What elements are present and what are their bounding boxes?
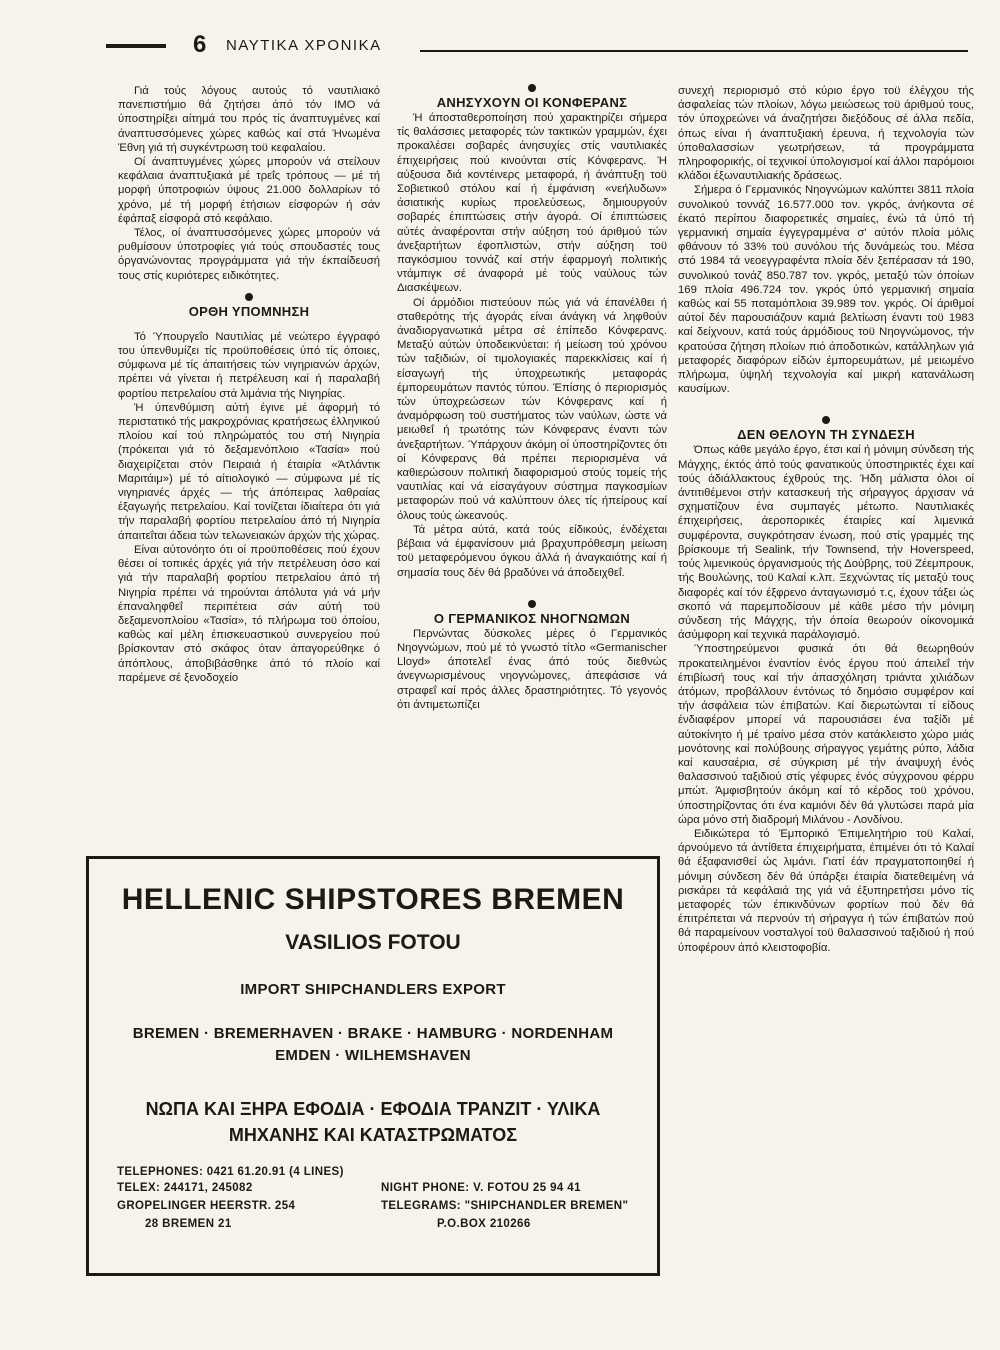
article-column-3: [678, 84, 974, 1274]
ad-telephones: TELEPHONES: 0421 61.20.91 (4 LINES): [117, 1166, 344, 1178]
advertisement-box: [86, 856, 660, 1276]
section-heading-anisyxoun: ΑΝΗΣΥΧΟΥΝ ΟΙ ΚΟΝΦΕΡΑΝΣ: [436, 95, 628, 110]
section-heading-orthi-ypomnisi: ΟΡΘΗ ΥΠΟΜΝΗΣΗ: [188, 303, 310, 319]
article-paragraph: Σήμερα ό Γερμανικός Νηογνώμων καλύπτει 3811 πλοία συνολικού τοννάζ 16.577.000 τον. γκρός, άνήκοντα σέ έκατό περίπου διαφορετικές σημαίες, ένώ τά ύπό τή γερμανική σημαία έγγεγραμμένα σ' αύτόν πλοία μόλις φθάνουν τό 33% τοϋ συνόλου τής δυνάμεώς του. Μέσα στό 1984 τά νεοεγγραφέντα πλοία δέν ξεπέρασαν τά 190, συνολικού τονάζ 850.787 τον. γκρός, μεταξύ τών όποίων 169 πλοία 496.724 τον. γκρός ύπό γερμανική σημαία καθώς καί 55 ποταμόπλοια 39.989 τον. γκρός. Οί άριθμοί αύτοί δέν παρουσιάζουν καμιά βελτίωση έναντι τοϋ 1983 καί δείχνουν, κατά τούς άρμόδιους τοϋ Νηογνώμονος, τήν κρατούσα ζήτηση πλοίων πιό άποδοτικών, κατάλληλων γιά μεταφορές διαφόρων είδών έμπορευμάτων, μέ μειωμένο πλήρωμα, ύψηλή τεχνολογία καί μικρή κατανάλωση καυσίμων.: [678, 184, 974, 396]
article-paragraph: Τά μέτρα αύτά, κατά τούς είδικούς, ένδέχεται βέβαια νά έμφανίσουν μιά βραχυπρόθεσμη μείωση τοϋ μεταφερόμενου όγκου άλλά ή άναγκαιότης καί ή σημασία τους δέν θά βραδύνει νά άποδειχθεΐ.: [397, 523, 667, 579]
ad-night-phone: NIGHT PHONE: V. FOTOU 25 94 41: [381, 1182, 581, 1194]
header-rule-right: [420, 50, 968, 52]
header-rule-left: [106, 44, 166, 48]
section-heading-germanikos: Ο ΓΕΡΜΑΝΙΚΟΣ ΝΗΟΓΝΩΜΩΝ: [433, 610, 631, 626]
ad-city: 28 BREMEN 21: [145, 1218, 232, 1230]
article-paragraph: Ειδικώτερα τό Έμπορικό Έπιμελητήριο τοϋ Καλαί, άρνούμενο τά άντίθετα έπιχειρήματα, έπιμένει ότι τό Καλαί θά έξαφανισθεί ώς λιμάνι. Γιατί έάν πραγματοποιηθεί ή μόνιμη σύνδεση δέν θά ύπάρξει έταιρία διατεθειμένη νά ρισκάρει τά κεφάλαιά της γιά νά έξυπηρετήσει μόνο τίς μεταφορές τών έπικινδύνων φορτίων πού δέν θά έπιτρέπεται νά περνούν τή σήραγγα ή τών έπιβατών πού θά παραμείνουν νοσταλγοί τοϋ θαλασσινού ταξιδιού ή πού ύποφέρουν άπό κλειστοφοβία.: [678, 827, 974, 954]
article-paragraph: συνεχή περιορισμό στό κύριο έργο τοϋ έλέγχου τής άσφαλείας τών πλοίων, λόγω μειώσεως τοϋ άριθμού τους, τόν ύποχρεώνει νά άναζητήσει διεξόδους σέ άλλα πεδία, όπως είναι ή άναπτυξιακή έρευνα, ή τεχνολογία τών ύποθαλασσίων γεωτρήσεων, τά προγράμματα πληροφορικής, οί τεχνικοί ύπολογισμοί καί άλλοι παρόμοιοι κλάδοι έξωναυτιλιακής δράσεως.: [678, 85, 974, 183]
ad-ports-line: EMDEN · WILHEMSHAVEN: [275, 1047, 471, 1064]
bullet-dot: [822, 416, 830, 424]
ad-telex: TELEX: 244171, 245082: [117, 1182, 253, 1194]
ad-street: GROPELINGER HEERSTR. 254: [117, 1200, 296, 1212]
article-column-1: [118, 84, 380, 840]
article-paragraph: Οί άρμόδιοι πιστεύουν πώς γιά νά έπανέλθει ή σταθερότης τής άγοράς είναι άνάγκη νά ληφθούν άναδιοργανωτικά μέτρα σέ έπίπεδο Κόνφερανς. Μεταξύ αύτών ύποδεικνύεται: ή μείωση τού χρόνου τών ταξιδιών, οί τιμολογιακές παρεκκλίσεις καί ή είσαγωγή τής ύποχρεωτικής μεταφοράς έμπορευμάτων παντός τύπου. Έπίσης ό περιορισμός τών ύποχρεώσεων τών Κόνφερανς καί ή άναμόρφωση τοϋ συστήματος τών ναύλων, ώστε νά μειωθεΐ ή τρωτότης τών Κόνφερανς έναντι τών άνεξαρτήτων. Ύπάρχουν άκόμη οί ύποστηρίζοντες ότι οί Κόνφερανς θά πρέπει περιορισμένα νά καθιερώσουν πολιτική διαφορισμού στούς τομείς τής ναυτιλίας καί νά είσαγάγουν σύστημα παγκοσμίων μεταφορών πού νά καλύπτουν όλες τίς ήπείρους καί όλους τούς ώκεανούς.: [397, 296, 667, 522]
article-paragraph: Περνώντας δύσκολες μέρες ό Γερμανικός Νηογνώμων, πού μέ τό γνωστό τίτλο «Germanischer Lloyd» άποτελεΐ ένας άπό τούς διεθνώς άνεγνωρισμένους νηογνώμονες, άπεφάσισε νά στραφεΐ καί πρός άλλες δραστηριότητες. Τό γεγονός ότι άντιμετωπίζει: [397, 627, 667, 711]
ad-telegrams: TELEGRAMS: "SHIPCHANDLER BREMEN": [381, 1200, 629, 1212]
publication-title: ΝΑΥΤΙΚΑ ΧΡΟΝΙΚΑ: [226, 37, 382, 54]
page-number: 6: [193, 31, 207, 58]
ad-ports-line: BREMEN · BREMERHAVEN · BRAKE · HAMBURG · NORDENHAM: [132, 1025, 614, 1042]
ad-title: HELLENIC SHIPSTORES BREMEN: [121, 883, 625, 916]
article-paragraph: Ή άποσταθεροποίηση πού χαρακτηρίζει σήμερα τίς θαλάσσιες μεταφορές τών τακτικών γραμμών, έχει προκαλέσει σοβαρές άνησυχίες στίς ναυτιλιακές έπιχειρήσεις πού κινούνται στίς Κόνφερανς. Ή αύξουσα διά κοντέινερς μεταφορά, ή άνάπτυξη τοϋ Σοβιετικοΰ στόλου καί ή έμφάνιση «νεήλυδων» άσιατικής κυρίως προελεύσεως, δημιουργούν σοβαρές έπιπτώσεις στήν άγορά. Οί έπιπτώσεις αύτές άναφέρονται στήν αύξηση τού άριθμού τών άνεξαρτήτων έφοπλιστών, στήν αύξηση τοϋ παγκόσμιου τοννάζ καί στήν έφαρμογή πολιτικής ντάμπιγκ σέ άναφορά μέ τούς ναύλους τών Διασκέψεων.: [397, 112, 667, 295]
article-paragraph: Οί άναπτυγμένες χώρες μπορούν νά στείλουν κεφάλαια άναπτυξιακά μέ τρεΐς τρόπους — μέ τή μορφή ύποτροφιών ύψους 21.000 δολλαρίων τό χρόνο, μέ τή μορφή έτήσιων είσφορών ή σάν έφάπαξ είσφορά στό κεφάλαιο.: [118, 156, 380, 225]
ad-tagline: IMPORT SHIPCHANDLERS EXPORT: [240, 981, 506, 998]
bullet-dot: [245, 293, 253, 301]
ad-po-box: P.O.BOX 210266: [437, 1218, 531, 1230]
article-paragraph: Ή ύπενθύμιση αύτή έγινε μέ άφορμή τό περιστατικό τής μακροχρόνιας κρατήσεως έλληνικού πλοίου καί τού πληρώματός του στή Νιγηρία (πρόκειται γιά τό δεξαμενόπλοιο «Τασία» πού διαχειρίζεται στόν Πειραιά ή έταιρία «Άτλάντικ Μαριτάιμ») μέ τό αίτιολογικό — σύμφωνα μέ τίς νιγηριανές άρχές — τής άπόπειρας λαθραίας έξαγωγής πετρελαίου. Καί τονίζεται ίδιαίτερα ότι γιά τήν παραλαβή φορτίου πετρελαίου άπό τή Νιγηρία άπαιτεΐται άδεια τών τελωνειακών άρχών τής χώρας.: [118, 401, 380, 542]
article-paragraph: Ύποστηρεύμενοι φυσικά ότι θά θεωρηθούν προκατειλημένοι έναντίον ένός έργου πού άπειλεΐ τήν έπιβίωσή τους καί τήν άπασχόληση τριάντα χιλιάδων άτόμων, προβάλλουν έντόνως τό δημόσιο συμφέρον καί τήν άσφάλεια τών έπιβατών. Καί διερωτώνται τί είδους ένδιαφέρον μπορεί νά παρουσιάσει ένα ταξίδι μέ αύτοκίνητο ή μέ τραίνο μέσα στόν κατάκλειστο χώρο μιάς μονότονης καί πολύβουης σήραγγος γεμάτης ρύπο, λάδια καί καυσαέρια, σέ σύγκριση μέ τήν άναψυχή ένός θαλασσινού ταξιδιού στίς γέφυρες ένός σύγχρονου φέρρυ μπώτ. Άμφισβητούν άκόμη καί τό κέρδος τοϋ χρόνου, ύποστηρίζοντας ότι ένα καμιόνι δέν θά γλυτώσει παρά μία ώρα μόνο στή διαδρομή Μιλάνου - Λονδίνου.: [678, 643, 974, 826]
ad-subtitle: VASILIOS FOTOU: [285, 931, 461, 954]
article-paragraph: Είναι αύτονόητο ότι οί προϋποθέσεις πού έχουν θέσει οί τοπικές άρχές γιά τήν πετρέλευση όσο καί γιά τήν παραλαβή φορτίου πετρελαίου άπό τή Νιγηρία πρέπει νά τηρούνται άπόλυτα γιά νά μήν έπαναληφθεΐ περιπέτεια σάν αύτή τοϋ δεξαμενοπλοίου «Τασία», τό πλήρωμα τοϋ όποίου, καθώς καί μέλη έπισκευαστικού συνεργείου πού βρίσκονταν στό σκάφος όταν άπαγορεύθηκε ό άπόπλους, άποβιβάσθηκε άπό τό πλοίο καί παρέμενε σέ ξενοδοχείο: [118, 543, 380, 684]
article-paragraph: Τέλος, οί άναπτυσσόμενες χώρες μπορούν νά ρυθμίσουν ύποτροφίες γιά τούς σπουδαστές τους όργανώνοντας προγράμματα γιά τήν έκπαίδευσή τους στίς κυριότερες ειδικότητες.: [118, 227, 380, 282]
section-heading-den-theloun: ΔΕΝ ΘΕΛΟΥΝ ΤΗ ΣΥΝΔΕΣΗ: [737, 427, 915, 443]
article-paragraph: Τό Ύπουργεΐο Ναυτιλίας μέ νεώτερο έγγραφό του ύπενθυμίζει τίς προϋποθέσεις ύπό τίς όποιες, σύμφωνα μέ τίς άπαιτήσεις τών νιγηριανών άρχών, πρέπει νά γίνεται ή πετρέλευση καί ή παραλαβή φορτίου πετρελαίου στά λιμάνια τής Νιγηρίας.: [118, 330, 380, 400]
bullet-dot: [528, 600, 536, 608]
article-paragraph: Γιά τούς λόγους αυτούς τό ναυτιλιακό πανεπιστήμιο θά ζητήσει άπό τόν IMO νά ύποστηρίξει αίτημά του πρός τίς άναπτυγμένες καί άναπτυσσόμενες χώρες καθώς καί στά Ήνωμένα Έθνη γιά τή συγκέντρωση τοϋ κεφαλαίου.: [118, 85, 380, 154]
bullet-dot: [528, 84, 536, 92]
ad-supplies-line: ΝΩΠΑ ΚΑΙ ΞΗΡΑ ΕΦΟΔΙΑ · ΕΦΟΔΙΑ ΤΡΑΝΖΙΤ · ΥΛΙΚΑ: [145, 1099, 601, 1119]
article-column-2: [397, 84, 667, 854]
ad-supplies-line: ΜΗΧΑΝΗΣ ΚΑΙ ΚΑΤΑΣΤΡΩΜΑΤΟΣ: [228, 1125, 518, 1145]
article-paragraph: Όπως κάθε μεγάλο έργο, έτσι καί ή μόνιμη σύνδεση τής Μάγχης, έκτός άπό τούς φανατικούς ύποστηρικτές έχει καί τούς άδιάλλακτους έχθρούς της. Ήδη μάλιστα όλοι οί άντιτιθέμενοι στήν κατασκευή τής σήραγγος άρχισαν νά σχηματίζουν ένα συμπαγές μέτωπο. Ναυτιλιακές έπιχειρήσεις, άεροπορικές έταιρίες καί λιμενικά συμφέροντα, συγκρότησαν ένωση, πού στίς γραμμές της βρίσκουμε τή Sealink, τήν Townsend, τήν Hoverspeed, τούς λιμενικούς όργανισμούς τής Δούβρης, τοϋ Ζέεμπρουκ, τής Βουλώνης, τοϋ Καλαί κ.λπ. Ξεχνώντας τίς μεταξύ τους διαφορές καί τόν έξφρενο άνταγωνισμό τ.ς, έχουν τάξει ώς σκοπό νά παρεμποδίσουν μέ κάθε μέσο τήν μόνιμη σύνδεση τής Μάγχης, τήν όποία θεωρούν οίκονομικά άσύμφορη καί τεχνικά παράλογισμό.: [678, 444, 974, 642]
